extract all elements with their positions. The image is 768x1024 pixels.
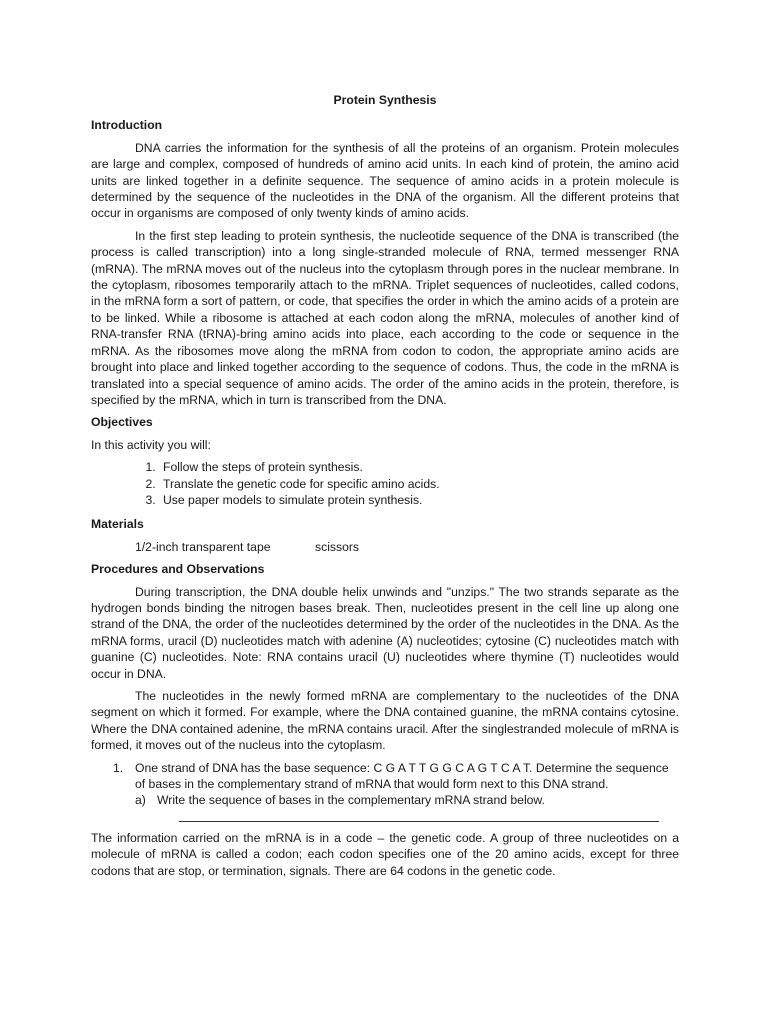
introduction-paragraph-1: DNA carries the information for the synthesis of all the proteins of an organism. Protein molecules are large and complex, composed of hundreds of amino acid units. In each kind of protein, the amino acid units are linked together in a definite sequence. The sequence of amino acids in a protein molecule is determined by the sequence of the nucleotides in the DNA of the organism. All the different proteins that occur in organisms are composed of only twenty kinds of amino acids. (91, 140, 679, 221)
procedures-heading: Procedures and Observations (91, 562, 265, 577)
material-item: scissors (315, 539, 360, 554)
document-page (91, 92, 679, 879)
procedures-paragraph-2: The nucleotides in the newly formed mRNA are complementary to the nucleotides of the DNA segment on which it formed. For example, where the DNA contained guanine, the mRNA contains cytosine. Where the DNA contained adenine, the mRNA contains uracil. After the singlestranded molecule of mRNA is formed, it moves out of the nucleus into the cytoplasm. (91, 689, 679, 753)
objective-item: 3. Use paper models to simulate protein synthesis. (159, 492, 679, 508)
materials-heading: Materials (91, 517, 144, 532)
question-1 (91, 760, 679, 822)
sub-question-text: Write the sequence of bases in the complementary mRNA strand below. (157, 793, 545, 808)
materials-list (135, 539, 679, 555)
introduction-paragraph-2: In the first step leading to protein synthesis, the nucleotide sequence of the DNA is transcribed (the process is called transcription) into a long single-stranded molecule of RNA, termed messenger RNA (mRNA). The mRNA moves out of the nucleus into the cytoplasm through pores in the nuclear membrane. In the cytoplasm, ribosomes temporarily attach to the mRNA. Triplet sequences of nucleotides, called codons, in the mRNA form a sort of pattern, or code, that specifies the order in which the amino acids of a protein are to be linked. While a ribosome is attached at each codon along the mRNA, molecules of another kind of RNA-transfer RNA (tRNA)-bring amino acids into place, each according to the code or sequence in the mRNA. As the ribosomes move along the mRNA from codon to codon, the appropriate amino acids are brought into place and linked together according to the sequence of codons. Thus, the code in the mRNA is translated into a special sequence of amino acids. The order of the amino acids in the protein, therefore, is specified by the mRNA, which in turn is transcribed from the DNA. (91, 228, 679, 407)
objectives-heading: Objectives (91, 415, 153, 430)
objective-item: 1. Follow the steps of protein synthesis. (159, 459, 679, 475)
objective-item: 2. Translate the genetic code for specific amino acids. (159, 476, 679, 492)
objectives-intro: In this activity you will: (91, 437, 211, 452)
question-text: One strand of DNA has the base sequence: C G A T T G G C A G T C A T. Determine the sequence of bases in the complementary strand of mRNA that would form next to this DNA strand. (135, 760, 669, 792)
question-number: 1. (113, 760, 124, 775)
objectives-list (91, 459, 679, 508)
answer-line[interactable] (179, 821, 659, 822)
sub-question-number: a) (135, 793, 146, 808)
sub-question-a (135, 792, 679, 821)
procedures-paragraph-1: During transcription, the DNA double helix unwinds and "unzips." The two strands separate as the hydrogen bonds binding the nitrogen bases break. Then, nucleotides present in the cell line up along one strand of the DNA, the order of the nucleotides determined by the order of the nucleotides in the DNA. As the mRNA forms, uracil (D) nucleotides match with adenine (A) nucleotides; cytosine (C) nucleotides match with guanine (C) nucleotides. Note: RNA contains uracil (U) nucleotides where thymine (T) nucleotides would occur in DNA. (91, 584, 679, 681)
material-item: 1/2-inch transparent tape (135, 539, 271, 554)
closing-paragraph: The information carried on the mRNA is in a code – the genetic code. A group of three nucleotides on a molecule of mRNA is called a codon; each codon specifies one of the 20 amino acids, except for three codons that are stop, or termination, signals. There are 64 codons in the genetic code. (91, 830, 679, 878)
introduction-heading: Introduction (91, 118, 163, 133)
document-title: Protein Synthesis (333, 93, 437, 107)
